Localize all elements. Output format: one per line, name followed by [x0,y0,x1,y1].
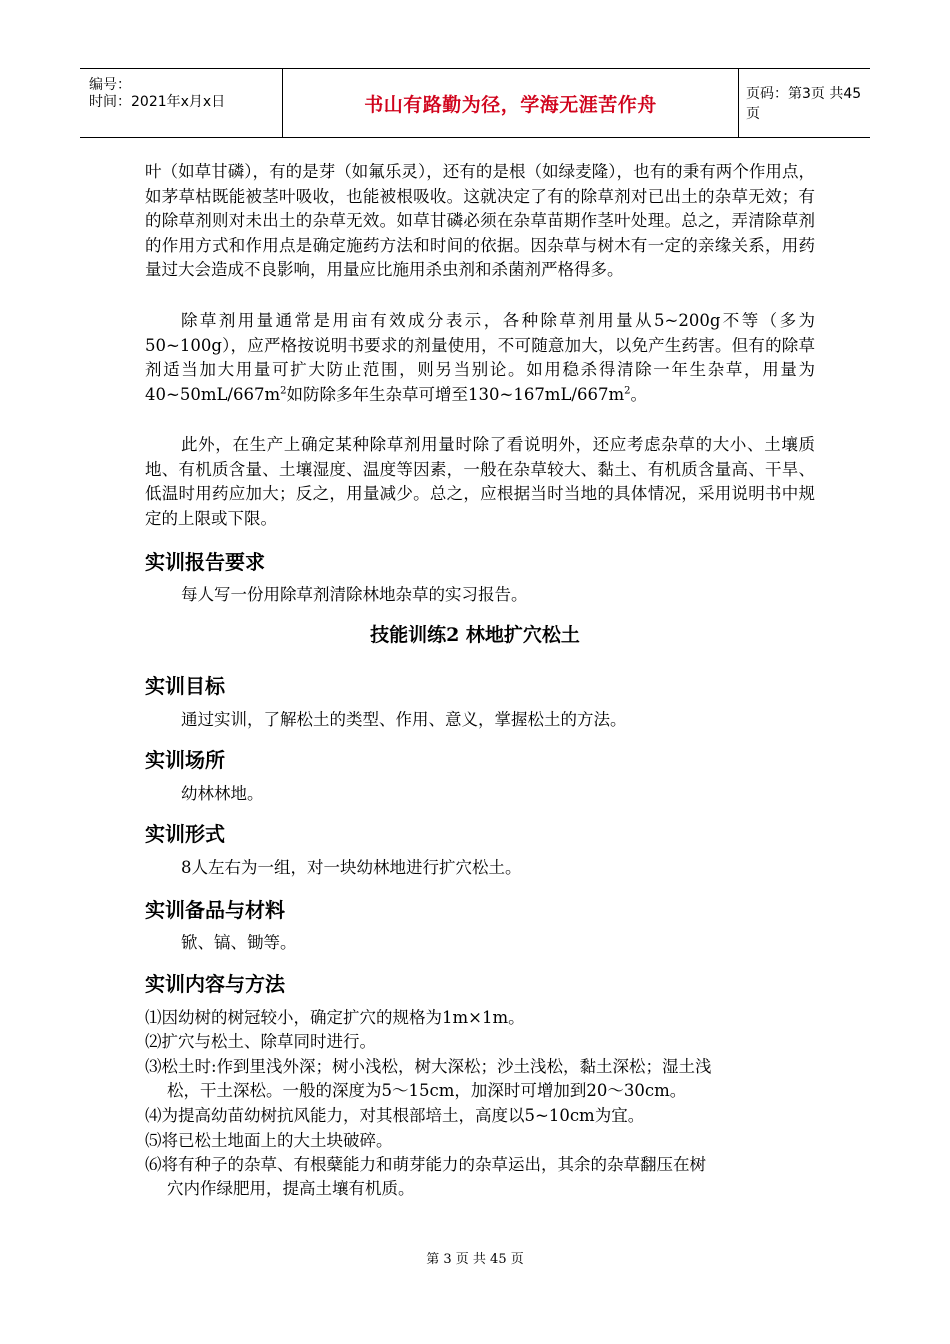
list-text: 因幼树的树冠较小，确定扩穴的规格为1m×1m。 [161,1008,525,1027]
list-text: 将已松土地面上的大土块破碎。 [161,1131,393,1150]
list-text: 为提高幼苗幼树抗风能力，对其根部培土，高度以5~10cm为宜。 [161,1106,645,1125]
header-motto: 书山有路勤为径，学海无涯苦作舟 [282,69,739,137]
paragraph-2 [145,309,815,407]
paragraph-2-part-c: 。 [630,384,647,404]
materials-text: 锨、镐、锄等。 [181,933,297,952]
list-item [145,1104,815,1128]
number-label: 编号： [89,77,131,93]
superscript: 2 [280,385,287,396]
paragraph-2-part-b: 如防除多年生杂草可增至130~167mL/667m [286,384,625,404]
goal-text: 通过实训，了解松土的类型、作用、意义，掌握松土的方法。 [181,710,627,729]
list-text-continued: 松，干土深松。一般的深度为5～15cm，加深时可增加到20～30cm。 [167,1081,687,1100]
page-header [80,68,870,138]
heading-materials: 实训备品与材料 [145,898,285,922]
superscript: 2 [624,385,631,396]
header-page-info: 页码：第3页 共45页 [746,86,862,122]
paragraph-1: 叶（如草甘磷），有的是芽（如氟乐灵），还有的是根（如绿麦隆），也有的秉有两个作用点，如茅草枯既能被茎叶吸收，也能被根吸收。这就决定了有的除草剂对已出土的杂草无效；有的除草剂则对未出土的杂草无效。如草甘磷必须在杂草苗期作茎叶处理。总之，弄清除草剂的作用方式和作用点是确定施药方法和时间的依据。因杂草与树木有一定的亲缘关系，用药量过大会造成不良影响，用量应比施用杀虫剂和杀菌剂严格得多。 [145,162,815,279]
heading-content: 实训内容与方法 [145,972,285,996]
report-text: 每人写一份用除草剂清除林地杂草的实习报告。 [181,585,528,604]
heading-goal: 实训目标 [145,674,225,698]
place-text: 幼林林地。 [181,784,264,803]
list-number: ⑷ [145,1106,162,1125]
list-number: ⑶ [145,1057,162,1076]
list-item [145,1006,815,1030]
list-number: ⑵ [145,1032,162,1051]
heading-place: 实训场所 [145,748,225,772]
list-text-continued: 穴内作绿肥用，提高土壤有机质。 [167,1179,415,1198]
heading-form: 实训形式 [145,822,225,846]
list-text: 扩穴与松土、除草同时进行。 [161,1032,376,1051]
list-number: ⑴ [145,1008,162,1027]
list-item [145,1153,815,1201]
form-text: 8人左右为一组，对一块幼林地进行扩穴松土。 [181,858,522,877]
paragraph-2-part-a: 除草剂用量通常是用亩有效成分表示，各种除草剂用量从5~200g不等（多为50~100g），应严格按说明书要求的剂量使用，不可随意加大，以免产生药害。但有的除草剂适当加大用量可扩大防止范围，则另当别论。如用稳杀得清除一年生杂草，用量为40~50mL/667m [145,311,815,404]
list-text: 将有种子的杂草、有根蘖能力和萌芽能力的杂草运出，其余的杂草翻压在树 [161,1155,706,1174]
list-item [145,1030,815,1054]
page-footer: 第 3 页 共 45 页 [426,1252,524,1267]
list-number: ⑸ [145,1131,162,1150]
list-text: 松土时:作到里浅外深；树小浅松，树大深松；沙土浅松，黏土深松；湿土浅 [161,1057,712,1076]
list-number: ⑹ [145,1155,162,1174]
time-label: 时间：2021年x月x日 [89,94,226,110]
heading-report: 实训报告要求 [145,550,265,574]
skill-title: 技能训练2 林地扩穴松土 [370,624,580,646]
list-item [145,1055,815,1103]
paragraph-3: 此外，在生产上确定某种除草剂用量时除了看说明外，还应考虑杂草的大小、土壤质地、有机质含量、土壤湿度、温度等因素，一般在杂草较大、黏土、有机质含量高、干旱、低温时用药应加大；反之，用量减少。总之，应根据当时当地的具体情况，采用说明书中规定的上限或下限。 [145,435,815,528]
list-item [145,1129,815,1153]
header-meta-cell [80,69,282,137]
